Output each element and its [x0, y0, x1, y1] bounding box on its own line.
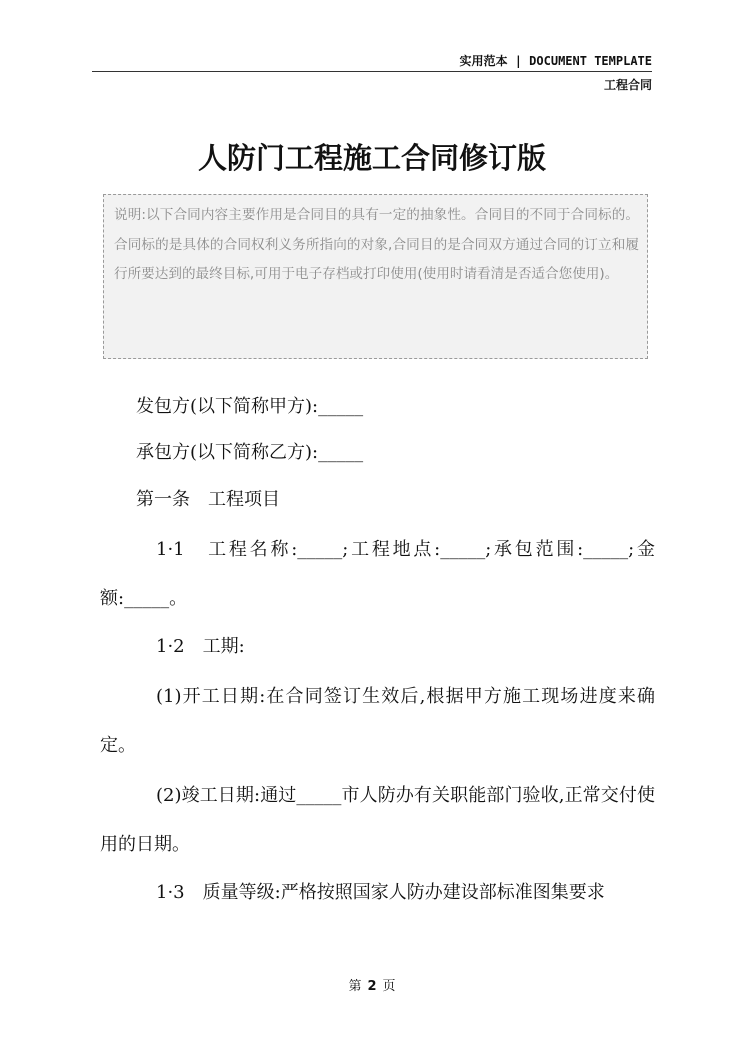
item-1-3-paragraph: 1·3 质量等级:严格按照国家人防办建设部标准图集要求: [156, 882, 605, 903]
header-category-label: 工程合同: [603, 78, 652, 92]
party-a-line: 发包方(以下简称甲方):_____: [136, 396, 364, 417]
article-1-heading: 第一条 工程项目: [136, 489, 280, 510]
explanation-note-box: [103, 194, 648, 359]
header-document-template-label: 实用范本 | DOCUMENT TEMPLATE: [459, 54, 652, 68]
item-1-2-1-paragraph: (1)开工日期:在合同签订生效后,根据甲方施工现场进度来确定。: [100, 686, 655, 756]
page-number: 2: [367, 979, 377, 994]
item-1-1-paragraph: 1·1 工程名称:_____;工程地点:_____;承包范围:_____;金额:_____。: [100, 539, 655, 609]
page-footer: [0, 975, 744, 994]
header-divider: [92, 71, 652, 72]
document-title: 人防门工程施工合同修订版: [197, 141, 546, 175]
footer-prefix: 第: [348, 979, 362, 994]
explanation-note-text: 说明:以下合同内容主要作用是合同目的具有一定的抽象性。合同目的不同于合同标的。合同标的是具体的合同权利义务所指向的对象,合同目的是合同双方通过合同的订立和履行所要达到的最终目标,可用于电子存档或打印使用(使用时请看清是否适合您使用)。: [114, 207, 639, 282]
item-1-2-2-paragraph: (2)竣工日期:通过_____市人防办有关职能部门验收,正常交付使用的日期。: [100, 785, 655, 855]
item-1-2-paragraph: 1·2 工期:: [156, 636, 245, 657]
footer-suffix: 页: [382, 979, 396, 994]
party-b-line: 承包方(以下简称乙方):_____: [136, 442, 364, 463]
